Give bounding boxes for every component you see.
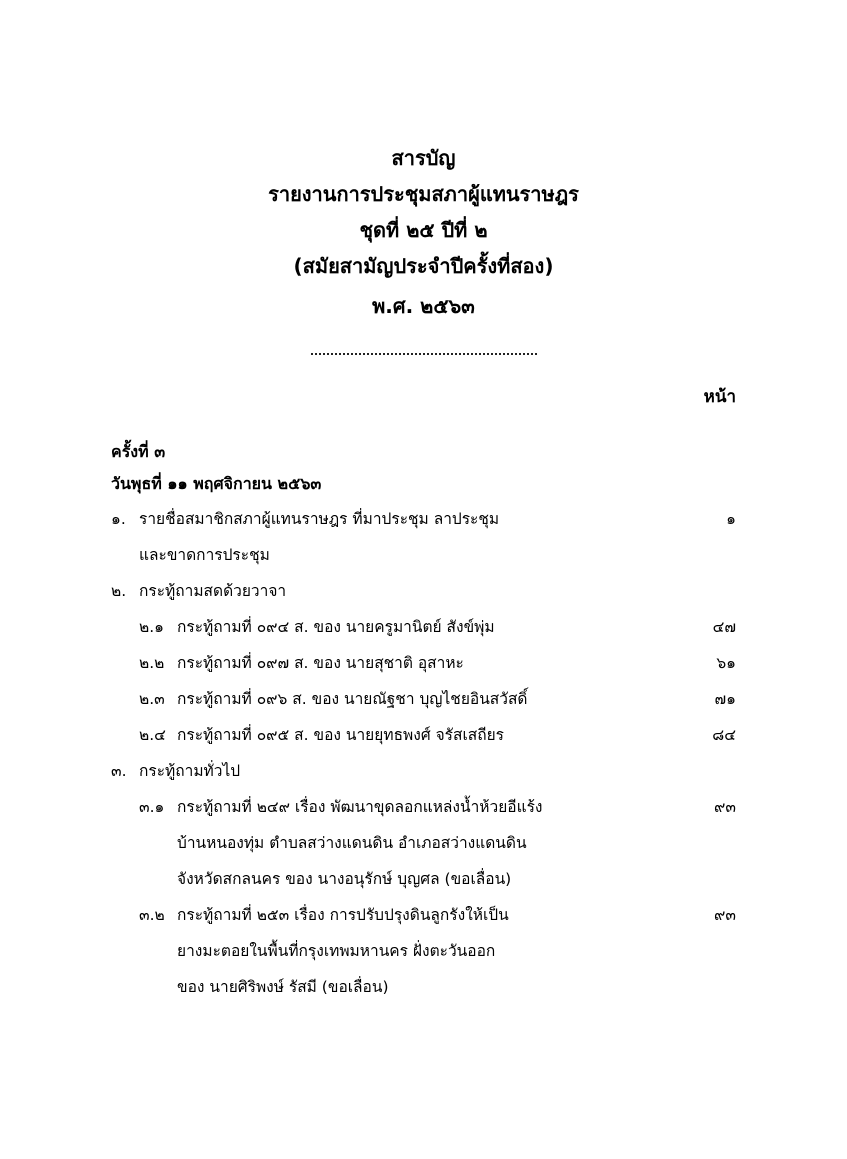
toc-subitem-text: กระทู้ถามที่ ๒๕๓ เรื่อง การปรับปรุงดินลูกรังให้เป็น [177, 906, 509, 924]
toc-page-number: ๙๓ [714, 906, 736, 924]
toc-page-number: ๑ [726, 510, 736, 528]
toc-subitem-text: กระทู้ถามที่ ๐๙๕ ส. ของ นายยุทธพงศ์ จรัสเสถียร [177, 726, 504, 744]
page-column-header: หน้า [703, 387, 736, 407]
toc-subitem-3-1-continuation [0, 861, 847, 897]
toc-page-number: ๗๑ [714, 690, 736, 708]
dotted-divider [311, 353, 537, 355]
toc-subitem-3-2[interactable] [0, 897, 847, 933]
toc-item-1[interactable] [0, 501, 847, 537]
toc-item-number: ๒. [111, 582, 127, 600]
toc-subitem-3-2-continuation [0, 933, 847, 969]
toc-item-text: กระทู้ถามสดด้วยวาจา [139, 582, 287, 600]
toc-subitem-text: ยางมะตอยในพื้นที่กรุงเทพมหานคร ฝั่งตะวันออก [177, 942, 496, 960]
title-series-year: ชุดที่ ๒๕ ปีที่ ๒ [359, 218, 488, 242]
toc-subitem-text: บ้านหนองทุ่ม ตำบลสว่างแดนดิน อำเภอสว่างแดนดิน [177, 834, 527, 852]
toc-subitem-text: กระทู้ถามที่ ๐๙๗ ส. ของ นายสุชาติ อุสาหะ [177, 654, 464, 672]
title-be-year: พ.ศ. ๒๕๖๓ [372, 294, 475, 318]
toc-subitem-text: กระทู้ถามที่ ๒๔๙ เรื่อง พัฒนาขุดลอกแหล่งน้ำห้วยอีแร้ง [177, 798, 543, 816]
toc-subitem-text: กระทู้ถามที่ ๐๙๖ ส. ของ นายณัฐชา บุญไชยอินสวัสดิ์ [177, 690, 528, 708]
toc-subitem-number: ๒.๓ [139, 690, 165, 708]
toc-subitem-number: ๓.๑ [139, 798, 165, 816]
toc-subitem-3-1-continuation [0, 825, 847, 861]
session-date: วันพุธที่ ๑๑ พฤศจิกายน ๒๕๖๓ [111, 474, 322, 493]
toc-subitem-2-3[interactable] [0, 681, 847, 717]
toc-subitem-text: ของ นายศิริพงษ์ รัสมี (ขอเลื่อน) [177, 978, 389, 996]
toc-subitem-2-2[interactable] [0, 645, 847, 681]
toc-subitem-text: กระทู้ถามที่ ๐๙๔ ส. ของ นายครูมานิตย์ สังข์พุ่ม [177, 618, 495, 636]
toc-subitem-2-1[interactable] [0, 609, 847, 645]
title-report-name: รายงานการประชุมสภาผู้แทนราษฎร [268, 182, 579, 206]
toc-item-text: และขาดการประชุม [139, 546, 270, 564]
toc-page-number: ๘๔ [712, 726, 736, 744]
toc-page-number: ๔๗ [712, 618, 736, 636]
session-number: ครั้งที่ ๓ [111, 442, 166, 461]
toc-item-number: ๓. [111, 762, 127, 780]
toc-subitem-3-2-continuation [0, 969, 847, 1005]
toc-subitem-3-1[interactable] [0, 789, 847, 825]
toc-item-2[interactable] [0, 573, 847, 609]
toc-page-number: ๙๓ [714, 798, 736, 816]
toc-item-1-continuation [0, 537, 847, 573]
toc-item-text: รายชื่อสมาชิกสภาผู้แทนราษฎร ที่มาประชุม ลาประชุม [139, 510, 500, 528]
toc-subitem-number: ๒.๒ [139, 654, 165, 672]
toc-subitem-text: จังหวัดสกลนคร ของ นางอนุรักษ์ บุญศล (ขอเลื่อน) [177, 870, 512, 888]
toc-page-number: ๖๑ [716, 654, 736, 672]
toc-subitem-number: ๓.๒ [139, 906, 165, 924]
toc-subitem-2-4[interactable] [0, 717, 847, 753]
title-session-type: (สมัยสามัญประจำปีครั้งที่สอง) [293, 254, 554, 278]
toc-subitem-number: ๒.๑ [139, 618, 164, 636]
toc-item-3[interactable] [0, 753, 847, 789]
toc-item-number: ๑. [111, 510, 126, 528]
title-contents: สารบัญ [391, 146, 456, 170]
toc-item-text: กระทู้ถามทั่วไป [139, 762, 241, 780]
toc-subitem-number: ๒.๔ [139, 726, 166, 744]
document-title-block [0, 140, 847, 324]
